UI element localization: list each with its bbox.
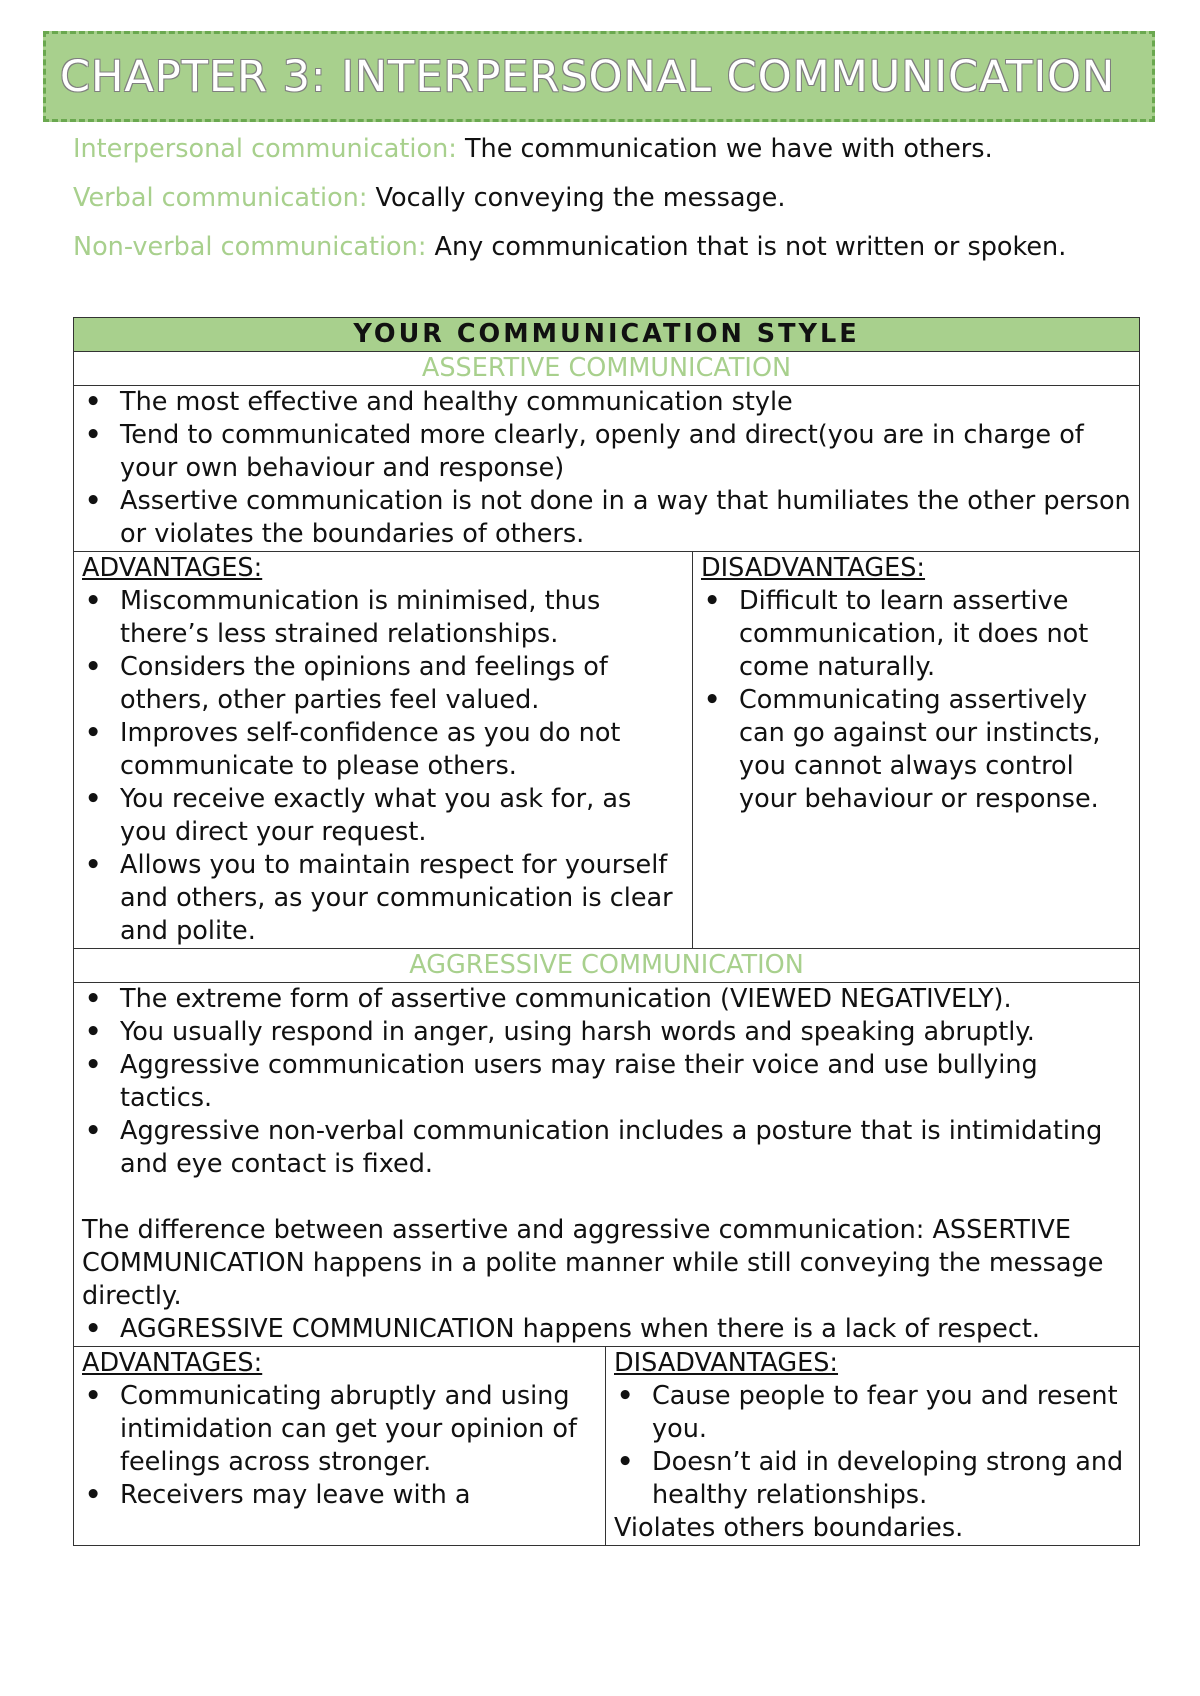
list-item: • Allows you to maintain respect for yourself and others, as your communication is clear and polite. bbox=[82, 849, 684, 948]
list-item: • AGGRESSIVE COMMUNICATION happens when there is a lack of respect. bbox=[82, 1313, 1131, 1346]
list-item: • Communicating abruptly and using intimidation can get your opinion of feelings across stronger. bbox=[82, 1380, 597, 1479]
advantages-label: ADVANTAGES: bbox=[82, 1348, 263, 1378]
aggressive-points-cell bbox=[74, 983, 1140, 1347]
list-item: • Improves self-confidence as you do not communicate to please others. bbox=[82, 717, 684, 783]
communication-style-table bbox=[73, 317, 1140, 1546]
list-item: • The extreme form of assertive communication (VIEWED NEGATIVELY). bbox=[82, 983, 1131, 1016]
table-header: YOUR COMMUNICATION STYLE bbox=[74, 318, 1140, 352]
definition-verbal bbox=[73, 182, 1133, 215]
assertive-advantages-cell bbox=[74, 552, 693, 949]
list-item: • Receivers may leave with a bbox=[82, 1479, 597, 1512]
definition-text: Any communication that is not written or spoken. bbox=[426, 232, 1067, 262]
list-item: • Cause people to fear you and resent you. bbox=[614, 1380, 1131, 1446]
list-item: • Difficult to learn assertive communication, it does not come naturally. bbox=[701, 585, 1131, 684]
list-item: • Aggressive communication users may raise their voice and use bullying tactics. bbox=[82, 1049, 1131, 1115]
difference-points bbox=[82, 1313, 1131, 1346]
disadvantages-label: DISADVANTAGES: bbox=[701, 553, 926, 583]
definition-interpersonal bbox=[73, 133, 1133, 166]
list-item: • Doesn’t aid in developing strong and healthy relationships. bbox=[614, 1446, 1131, 1512]
disadvantages-label: DISADVANTAGES: bbox=[614, 1348, 839, 1378]
aggressive-advantages-cell bbox=[74, 1347, 606, 1546]
list-item: • Communicating assertively can go against our instincts, you cannot always control your behaviour or response. bbox=[701, 684, 1131, 816]
definition-text: Vocally conveying the message. bbox=[367, 183, 786, 213]
aggressive-points bbox=[82, 983, 1131, 1181]
assertive-points-cell bbox=[74, 386, 1140, 552]
definitions bbox=[73, 133, 1133, 280]
chapter-title: CHAPTER 3: INTERPERSONAL COMMUNICATION bbox=[60, 51, 1116, 102]
aggressive-title: AGGRESSIVE COMMUNICATION bbox=[74, 949, 1140, 983]
definition-nonverbal bbox=[73, 231, 1133, 264]
spacer bbox=[82, 1181, 1131, 1214]
assertive-title: ASSERTIVE COMMUNICATION bbox=[74, 352, 1140, 386]
list-item: • Assertive communication is not done in a way that humiliates the other person or violates the boundaries of others. bbox=[82, 485, 1131, 551]
assertive-advantages bbox=[82, 585, 684, 948]
definition-term: Non-verbal communication: bbox=[73, 232, 427, 262]
assertive-disadvantages-cell bbox=[693, 552, 1140, 949]
aggressive-disadvantages-cell bbox=[606, 1347, 1140, 1546]
assertive-disadvantages bbox=[701, 585, 1131, 816]
assertive-points bbox=[82, 386, 1131, 551]
disadvantages-extra: Violates others boundaries. bbox=[614, 1513, 964, 1543]
list-item: • Considers the opinions and feelings of others, other parties feel valued. bbox=[82, 651, 684, 717]
advantages-label: ADVANTAGES: bbox=[82, 553, 263, 583]
definition-text: The communication we have with others. bbox=[456, 134, 993, 164]
aggressive-advantages bbox=[82, 1380, 597, 1512]
list-item: • Tend to communicated more clearly, openly and direct(you are in charge of your own behaviour and response) bbox=[82, 419, 1131, 485]
difference-text: The difference between assertive and aggressive communication: ASSERTIVE COMMUNICATION happens in a polite manner while still conveying the message directly. bbox=[82, 1215, 1104, 1311]
aggressive-disadvantages bbox=[614, 1380, 1131, 1512]
list-item: • The most effective and healthy communication style bbox=[82, 386, 1131, 419]
list-item: • Miscommunication is minimised, thus there’s less strained relationships. bbox=[82, 585, 684, 651]
definition-term: Verbal communication: bbox=[73, 183, 368, 213]
list-item: • You usually respond in anger, using harsh words and speaking abruptly. bbox=[82, 1016, 1131, 1049]
definition-term: Interpersonal communication: bbox=[73, 134, 457, 164]
chapter-banner bbox=[43, 31, 1155, 122]
list-item: • Aggressive non-verbal communication includes a posture that is intimidating and eye contact is fixed. bbox=[82, 1115, 1131, 1181]
list-item: • You receive exactly what you ask for, as you direct your request. bbox=[82, 783, 684, 849]
